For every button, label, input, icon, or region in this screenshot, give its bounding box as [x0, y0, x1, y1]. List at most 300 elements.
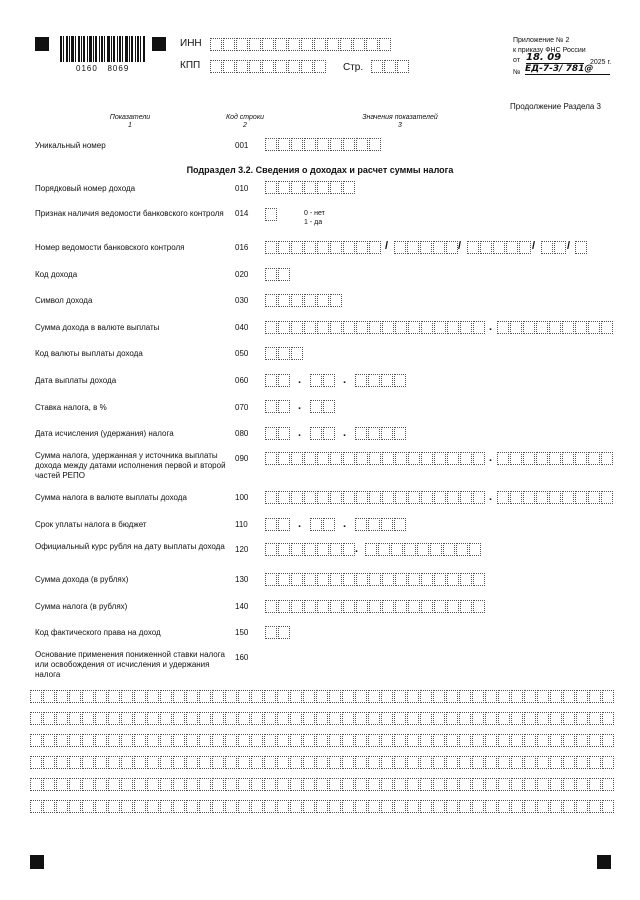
input-cell[interactable] [550, 734, 562, 747]
input-cell[interactable] [537, 734, 549, 747]
input-cell[interactable] [473, 321, 485, 334]
input-cell[interactable] [368, 756, 380, 769]
input-cell[interactable] [264, 734, 276, 747]
input-cell[interactable] [473, 491, 485, 504]
input-cell[interactable] [30, 778, 42, 791]
input-cell[interactable] [173, 756, 185, 769]
row-160-grid-line[interactable] [30, 756, 615, 769]
inn-cells[interactable] [210, 38, 392, 51]
input-cell[interactable] [433, 241, 445, 254]
input-cell[interactable] [394, 241, 406, 254]
input-cell[interactable] [304, 241, 316, 254]
input-cell[interactable] [342, 690, 354, 703]
input-cell[interactable] [446, 778, 458, 791]
input-cell[interactable] [485, 800, 497, 813]
input-cell[interactable] [304, 321, 316, 334]
input-cell[interactable] [549, 321, 561, 334]
input-cell[interactable] [537, 690, 549, 703]
input-cell[interactable] [121, 734, 133, 747]
input-cell[interactable] [225, 800, 237, 813]
input-cell[interactable] [160, 690, 172, 703]
input-cell[interactable] [443, 543, 455, 556]
input-cell[interactable] [56, 778, 68, 791]
row-160-grid-line[interactable] [30, 690, 615, 703]
input-cell[interactable] [575, 241, 587, 254]
input-cell[interactable] [290, 800, 302, 813]
input-cell[interactable] [278, 294, 290, 307]
input-cell[interactable] [277, 690, 289, 703]
input-cell[interactable] [329, 712, 341, 725]
input-cell[interactable] [278, 374, 290, 387]
input-cell[interactable] [212, 778, 224, 791]
input-cell[interactable] [537, 756, 549, 769]
input-cell[interactable] [30, 734, 42, 747]
input-cell[interactable] [472, 800, 484, 813]
input-cell[interactable] [199, 800, 211, 813]
input-cell[interactable] [278, 268, 290, 281]
input-cell[interactable] [301, 38, 313, 51]
input-cell[interactable] [147, 712, 159, 725]
input-cell[interactable] [589, 800, 601, 813]
input-cell[interactable] [95, 712, 107, 725]
input-cell[interactable] [497, 321, 509, 334]
input-cell[interactable] [407, 712, 419, 725]
page-number-cells[interactable] [371, 60, 410, 73]
input-cell[interactable] [407, 241, 419, 254]
input-cell[interactable] [420, 241, 432, 254]
input-cell[interactable] [381, 374, 393, 387]
input-cell[interactable] [602, 712, 614, 725]
input-cell[interactable] [355, 427, 367, 440]
input-cell[interactable] [433, 712, 445, 725]
input-cell[interactable] [601, 491, 613, 504]
input-cell[interactable] [317, 138, 329, 151]
input-cell[interactable] [291, 347, 303, 360]
row-160-grid-line[interactable] [30, 734, 615, 747]
input-cell[interactable] [43, 800, 55, 813]
input-cell[interactable] [147, 756, 159, 769]
row-016-cells-c[interactable] [467, 241, 532, 254]
input-cell[interactable] [498, 690, 510, 703]
input-cell[interactable] [460, 600, 472, 613]
unique-number-cells[interactable] [265, 138, 382, 151]
input-cell[interactable] [342, 756, 354, 769]
input-cell[interactable] [265, 427, 277, 440]
input-cell[interactable] [563, 712, 575, 725]
input-cell[interactable] [434, 573, 446, 586]
input-cell[interactable] [225, 756, 237, 769]
input-cell[interactable] [524, 800, 536, 813]
input-cell[interactable] [340, 38, 352, 51]
input-cell[interactable] [278, 181, 290, 194]
input-cell[interactable] [562, 491, 574, 504]
input-cell[interactable] [303, 778, 315, 791]
input-cell[interactable] [303, 800, 315, 813]
input-cell[interactable] [420, 778, 432, 791]
input-cell[interactable] [342, 712, 354, 725]
input-cell[interactable] [473, 573, 485, 586]
input-cell[interactable] [369, 452, 381, 465]
input-cell[interactable] [173, 712, 185, 725]
input-cell[interactable] [199, 756, 211, 769]
input-cell[interactable] [249, 60, 261, 73]
input-cell[interactable] [473, 452, 485, 465]
input-cell[interactable] [56, 800, 68, 813]
row-040-cells-int[interactable] [265, 321, 486, 334]
input-cell[interactable] [43, 734, 55, 747]
input-cell[interactable] [356, 321, 368, 334]
input-cell[interactable] [485, 778, 497, 791]
input-cell[interactable] [290, 734, 302, 747]
input-cell[interactable] [485, 712, 497, 725]
row-030-cells[interactable] [265, 294, 343, 307]
input-cell[interactable] [316, 800, 328, 813]
input-cell[interactable] [69, 690, 81, 703]
input-cell[interactable] [304, 138, 316, 151]
input-cell[interactable] [108, 800, 120, 813]
input-cell[interactable] [238, 800, 250, 813]
input-cell[interactable] [576, 690, 588, 703]
input-cell[interactable] [420, 756, 432, 769]
input-cell[interactable] [421, 321, 433, 334]
input-cell[interactable] [353, 38, 365, 51]
input-cell[interactable] [473, 600, 485, 613]
input-cell[interactable] [173, 734, 185, 747]
input-cell[interactable] [395, 491, 407, 504]
input-cell[interactable] [330, 181, 342, 194]
kpp-cells[interactable] [210, 60, 327, 73]
input-cell[interactable] [355, 734, 367, 747]
input-cell[interactable] [121, 756, 133, 769]
input-cell[interactable] [288, 38, 300, 51]
input-cell[interactable] [562, 321, 574, 334]
input-cell[interactable] [186, 800, 198, 813]
input-cell[interactable] [323, 374, 335, 387]
input-cell[interactable] [95, 756, 107, 769]
input-cell[interactable] [329, 734, 341, 747]
row-110-cells-day[interactable] [265, 518, 291, 531]
input-cell[interactable] [212, 800, 224, 813]
row-016-cells-a[interactable] [265, 241, 382, 254]
input-cell[interactable] [304, 600, 316, 613]
input-cell[interactable] [408, 600, 420, 613]
input-cell[interactable] [382, 452, 394, 465]
input-cell[interactable] [225, 778, 237, 791]
input-cell[interactable] [447, 321, 459, 334]
input-cell[interactable] [330, 491, 342, 504]
input-cell[interactable] [225, 734, 237, 747]
input-cell[interactable] [134, 800, 146, 813]
input-cell[interactable] [343, 181, 355, 194]
input-cell[interactable] [317, 573, 329, 586]
input-cell[interactable] [277, 800, 289, 813]
input-cell[interactable] [356, 600, 368, 613]
input-cell[interactable] [121, 778, 133, 791]
input-cell[interactable] [408, 573, 420, 586]
input-cell[interactable] [511, 690, 523, 703]
input-cell[interactable] [56, 690, 68, 703]
input-cell[interactable] [576, 712, 588, 725]
input-cell[interactable] [186, 712, 198, 725]
input-cell[interactable] [498, 712, 510, 725]
input-cell[interactable] [407, 756, 419, 769]
input-cell[interactable] [381, 427, 393, 440]
input-cell[interactable] [407, 690, 419, 703]
input-cell[interactable] [317, 321, 329, 334]
row-080-cells-day[interactable] [265, 427, 291, 440]
input-cell[interactable] [368, 712, 380, 725]
input-cell[interactable] [563, 778, 575, 791]
input-cell[interactable] [30, 800, 42, 813]
input-cell[interactable] [342, 734, 354, 747]
input-cell[interactable] [278, 573, 290, 586]
input-cell[interactable] [447, 452, 459, 465]
input-cell[interactable] [291, 181, 303, 194]
input-cell[interactable] [541, 241, 553, 254]
input-cell[interactable] [317, 543, 329, 556]
input-cell[interactable] [524, 712, 536, 725]
input-cell[interactable] [485, 690, 497, 703]
input-cell[interactable] [537, 800, 549, 813]
input-cell[interactable] [186, 778, 198, 791]
input-cell[interactable] [379, 38, 391, 51]
input-cell[interactable] [327, 38, 339, 51]
input-cell[interactable] [447, 573, 459, 586]
input-cell[interactable] [381, 518, 393, 531]
input-cell[interactable] [30, 756, 42, 769]
input-cell[interactable] [472, 712, 484, 725]
input-cell[interactable] [485, 734, 497, 747]
input-cell[interactable] [121, 690, 133, 703]
input-cell[interactable] [278, 347, 290, 360]
input-cell[interactable] [355, 756, 367, 769]
input-cell[interactable] [434, 600, 446, 613]
input-cell[interactable] [95, 778, 107, 791]
input-cell[interactable] [330, 241, 342, 254]
input-cell[interactable] [381, 712, 393, 725]
input-cell[interactable] [537, 778, 549, 791]
row-120-cells-frac[interactable] [365, 543, 482, 556]
input-cell[interactable] [134, 712, 146, 725]
input-cell[interactable] [397, 60, 409, 73]
input-cell[interactable] [356, 452, 368, 465]
input-cell[interactable] [589, 712, 601, 725]
input-cell[interactable] [304, 294, 316, 307]
input-cell[interactable] [69, 778, 81, 791]
input-cell[interactable] [238, 712, 250, 725]
input-cell[interactable] [537, 712, 549, 725]
input-cell[interactable] [134, 690, 146, 703]
input-cell[interactable] [523, 491, 535, 504]
input-cell[interactable] [446, 756, 458, 769]
row-110-cells-year[interactable] [355, 518, 407, 531]
input-cell[interactable] [264, 800, 276, 813]
input-cell[interactable] [160, 712, 172, 725]
input-cell[interactable] [223, 60, 235, 73]
row-070-cells-frac[interactable] [310, 400, 336, 413]
input-cell[interactable] [225, 690, 237, 703]
input-cell[interactable] [356, 241, 368, 254]
input-cell[interactable] [456, 543, 468, 556]
input-cell[interactable] [575, 321, 587, 334]
input-cell[interactable] [278, 518, 290, 531]
input-cell[interactable] [262, 38, 274, 51]
input-cell[interactable] [588, 452, 600, 465]
row-100-cells-int[interactable] [265, 491, 486, 504]
input-cell[interactable] [395, 452, 407, 465]
input-cell[interactable] [342, 800, 354, 813]
input-cell[interactable] [459, 800, 471, 813]
input-cell[interactable] [212, 756, 224, 769]
input-cell[interactable] [576, 778, 588, 791]
input-cell[interactable] [212, 734, 224, 747]
input-cell[interactable] [238, 778, 250, 791]
input-cell[interactable] [173, 778, 185, 791]
input-cell[interactable] [278, 321, 290, 334]
input-cell[interactable] [317, 491, 329, 504]
input-cell[interactable] [394, 800, 406, 813]
input-cell[interactable] [121, 712, 133, 725]
input-cell[interactable] [469, 543, 481, 556]
row-060-cells-year[interactable] [355, 374, 407, 387]
input-cell[interactable] [368, 374, 380, 387]
input-cell[interactable] [536, 491, 548, 504]
input-cell[interactable] [265, 268, 277, 281]
input-cell[interactable] [394, 778, 406, 791]
input-cell[interactable] [265, 573, 277, 586]
input-cell[interactable] [265, 321, 277, 334]
input-cell[interactable] [56, 712, 68, 725]
input-cell[interactable] [433, 734, 445, 747]
input-cell[interactable] [186, 690, 198, 703]
input-cell[interactable] [524, 778, 536, 791]
input-cell[interactable] [433, 778, 445, 791]
input-cell[interactable] [278, 427, 290, 440]
input-cell[interactable] [330, 573, 342, 586]
input-cell[interactable] [121, 800, 133, 813]
input-cell[interactable] [212, 690, 224, 703]
input-cell[interactable] [134, 756, 146, 769]
input-cell[interactable] [355, 712, 367, 725]
input-cell[interactable] [394, 734, 406, 747]
input-cell[interactable] [550, 712, 562, 725]
input-cell[interactable] [330, 452, 342, 465]
input-cell[interactable] [316, 734, 328, 747]
input-cell[interactable] [264, 712, 276, 725]
row-080-cells-year[interactable] [355, 427, 407, 440]
input-cell[interactable] [108, 778, 120, 791]
input-cell[interactable] [329, 800, 341, 813]
input-cell[interactable] [368, 800, 380, 813]
input-cell[interactable] [317, 241, 329, 254]
input-cell[interactable] [446, 241, 458, 254]
input-cell[interactable] [264, 756, 276, 769]
input-cell[interactable] [310, 374, 322, 387]
input-cell[interactable] [506, 241, 518, 254]
row-160-grid-line[interactable] [30, 778, 615, 791]
input-cell[interactable] [310, 427, 322, 440]
input-cell[interactable] [498, 778, 510, 791]
input-cell[interactable] [368, 518, 380, 531]
input-cell[interactable] [550, 778, 562, 791]
input-cell[interactable] [394, 518, 406, 531]
input-cell[interactable] [459, 756, 471, 769]
input-cell[interactable] [238, 756, 250, 769]
input-cell[interactable] [95, 800, 107, 813]
row-016-cells-d[interactable] [541, 241, 567, 254]
row-140-cells[interactable] [265, 600, 486, 613]
input-cell[interactable] [472, 778, 484, 791]
input-cell[interactable] [343, 491, 355, 504]
input-cell[interactable] [602, 690, 614, 703]
input-cell[interactable] [395, 573, 407, 586]
input-cell[interactable] [498, 734, 510, 747]
input-cell[interactable] [147, 734, 159, 747]
input-cell[interactable] [265, 294, 277, 307]
input-cell[interactable] [446, 800, 458, 813]
input-cell[interactable] [291, 452, 303, 465]
input-cell[interactable] [317, 452, 329, 465]
input-cell[interactable] [108, 756, 120, 769]
input-cell[interactable] [368, 778, 380, 791]
input-cell[interactable] [264, 778, 276, 791]
input-cell[interactable] [291, 491, 303, 504]
input-cell[interactable] [447, 600, 459, 613]
input-cell[interactable] [563, 734, 575, 747]
input-cell[interactable] [550, 690, 562, 703]
input-cell[interactable] [395, 600, 407, 613]
input-cell[interactable] [199, 690, 211, 703]
input-cell[interactable] [317, 600, 329, 613]
input-cell[interactable] [199, 778, 211, 791]
input-cell[interactable] [382, 600, 394, 613]
input-cell[interactable] [69, 712, 81, 725]
input-cell[interactable] [356, 138, 368, 151]
input-cell[interactable] [329, 756, 341, 769]
input-cell[interactable] [329, 690, 341, 703]
input-cell[interactable] [236, 60, 248, 73]
input-cell[interactable] [524, 734, 536, 747]
row-160-grid-line[interactable] [30, 712, 615, 725]
input-cell[interactable] [316, 712, 328, 725]
input-cell[interactable] [343, 241, 355, 254]
input-cell[interactable] [343, 573, 355, 586]
input-cell[interactable] [421, 600, 433, 613]
input-cell[interactable] [511, 778, 523, 791]
input-cell[interactable] [369, 241, 381, 254]
input-cell[interactable] [275, 38, 287, 51]
input-cell[interactable] [459, 712, 471, 725]
input-cell[interactable] [251, 756, 263, 769]
input-cell[interactable] [523, 452, 535, 465]
input-cell[interactable] [277, 778, 289, 791]
input-cell[interactable] [342, 778, 354, 791]
input-cell[interactable] [536, 321, 548, 334]
input-cell[interactable] [365, 543, 377, 556]
input-cell[interactable] [394, 374, 406, 387]
input-cell[interactable] [563, 756, 575, 769]
input-cell[interactable] [95, 690, 107, 703]
input-cell[interactable] [369, 491, 381, 504]
input-cell[interactable] [210, 38, 222, 51]
input-cell[interactable] [251, 734, 263, 747]
input-cell[interactable] [314, 60, 326, 73]
input-cell[interactable] [82, 800, 94, 813]
input-cell[interactable] [330, 294, 342, 307]
input-cell[interactable] [199, 712, 211, 725]
input-cell[interactable] [317, 294, 329, 307]
input-cell[interactable] [160, 734, 172, 747]
